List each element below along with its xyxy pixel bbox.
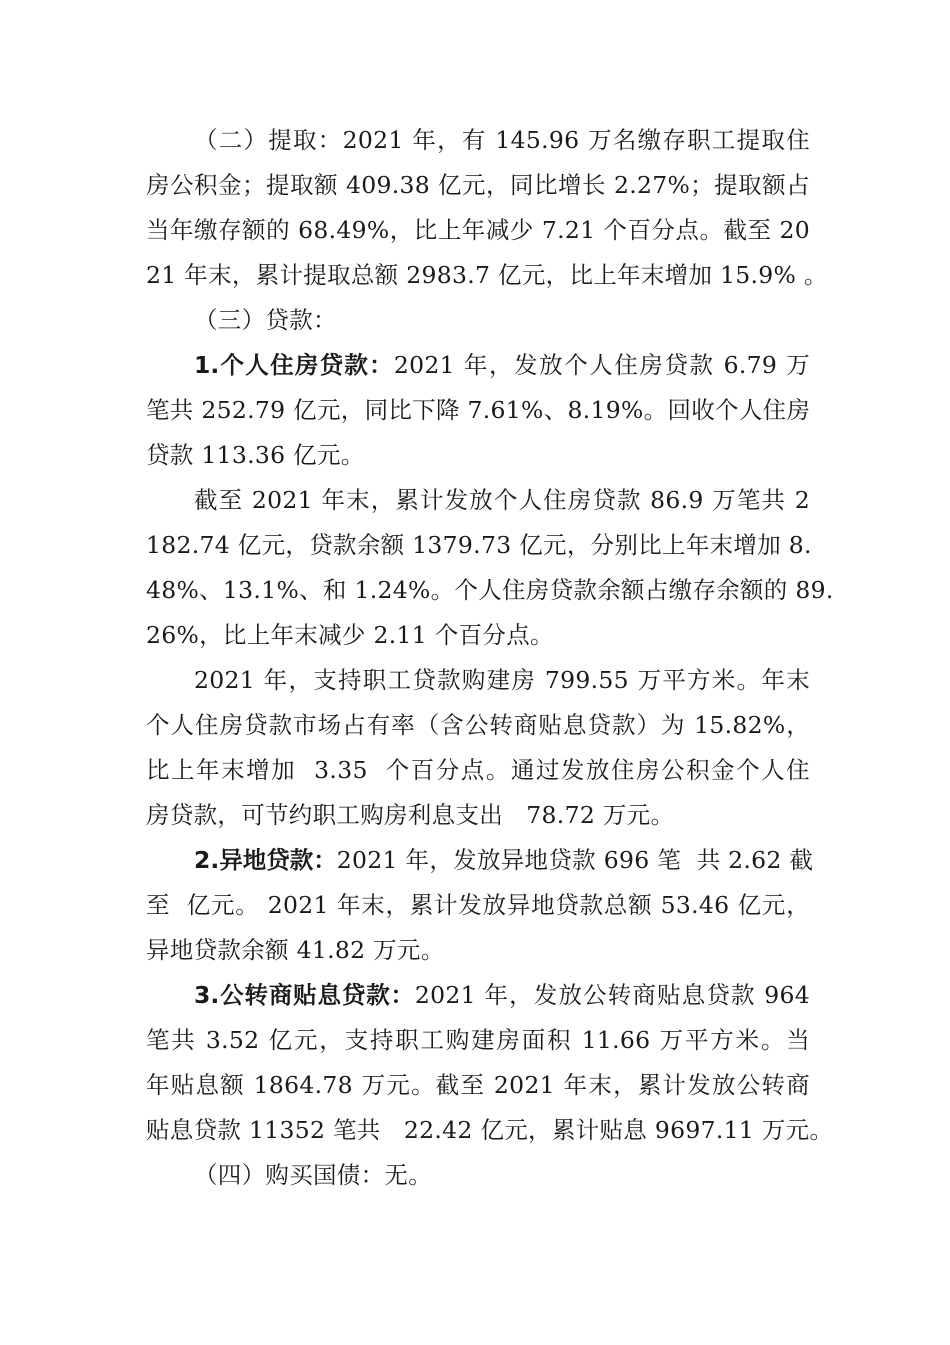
text-line: 比上年末增加 3.35 个百分点。通过发放住房公积金个人住	[146, 756, 810, 784]
text-segment: 2021 年，发放个人住房贷款 6.79 万	[393, 351, 810, 379]
text-segment: 2021 年，发放异地贷款 696 笔 共 2.62 截	[336, 846, 814, 874]
text-line: 26%，比上年末减少 2.11 个百分点。	[146, 621, 554, 649]
text-line: 截至 2021 年末，累计发放个人住房贷款 86.9 万笔共 2	[194, 486, 810, 514]
text-line: （二）提取：2021 年，有 145.96 万名缴存职工提取住	[194, 126, 810, 154]
text-line: 房贷款，可节约职工购房利息支出 78.72 万元。	[146, 801, 675, 829]
text-line: 48%、13.1%、和 1.24%。个人住房贷款余额占缴存余额的 89.	[146, 576, 834, 604]
text-line: 异地贷款余额 41.82 万元。	[146, 936, 445, 964]
text-line	[194, 347, 810, 383]
text-line: 至 亿元。 2021 年末，累计发放异地贷款总额 53.46 亿元，	[146, 891, 810, 919]
text-segment: 2021 年，发放公转商贴息贷款 964	[414, 981, 811, 1009]
item-heading-subsidy-loan: 3.公转商贴息贷款：	[194, 981, 415, 1009]
text-line: 年贴息额 1864.78 万元。截至 2021 年末，累计发放公转商	[146, 1071, 810, 1099]
text-line	[194, 977, 810, 1013]
text-line	[194, 842, 814, 878]
text-line: 贴息贷款 11352 笔共 22.42 亿元，累计贴息 9697.11 万元。	[146, 1116, 834, 1144]
text-line: 2021 年，支持职工贷款购建房 799.55 万平方米。年末	[194, 666, 810, 694]
item-heading-personal-loan: 1.个人住房贷款：	[194, 351, 394, 379]
text-line: （四）购买国债：无。	[194, 1161, 432, 1189]
text-line: 个人住房贷款市场占有率（含公转商贴息贷款）为 15.82%，	[146, 711, 810, 739]
text-line: 当年缴存额的 68.49%，比上年减少 7.21 个百分点。截至 20	[146, 216, 810, 244]
text-line: （三）贷款：	[194, 306, 337, 334]
item-heading-offsite-loan: 2.异地贷款：	[194, 846, 337, 874]
text-line: 笔共 3.52 亿元，支持职工购建房面积 11.66 万平方米。当	[146, 1026, 810, 1054]
text-line: 房公积金；提取额 409.38 亿元，同比增长 2.27%；提取额占	[146, 171, 810, 199]
text-line: 贷款 113.36 亿元。	[146, 441, 365, 469]
text-line: 笔共 252.79 亿元，同比下降 7.61%、8.19%。回收个人住房	[146, 396, 811, 424]
text-line: 182.74 亿元，贷款余额 1379.73 亿元，分别比上年末增加 8.	[146, 531, 812, 559]
text-line: 21 年末，累计提取总额 2983.7 亿元，比上年末增加 15.9% 。	[146, 261, 828, 289]
